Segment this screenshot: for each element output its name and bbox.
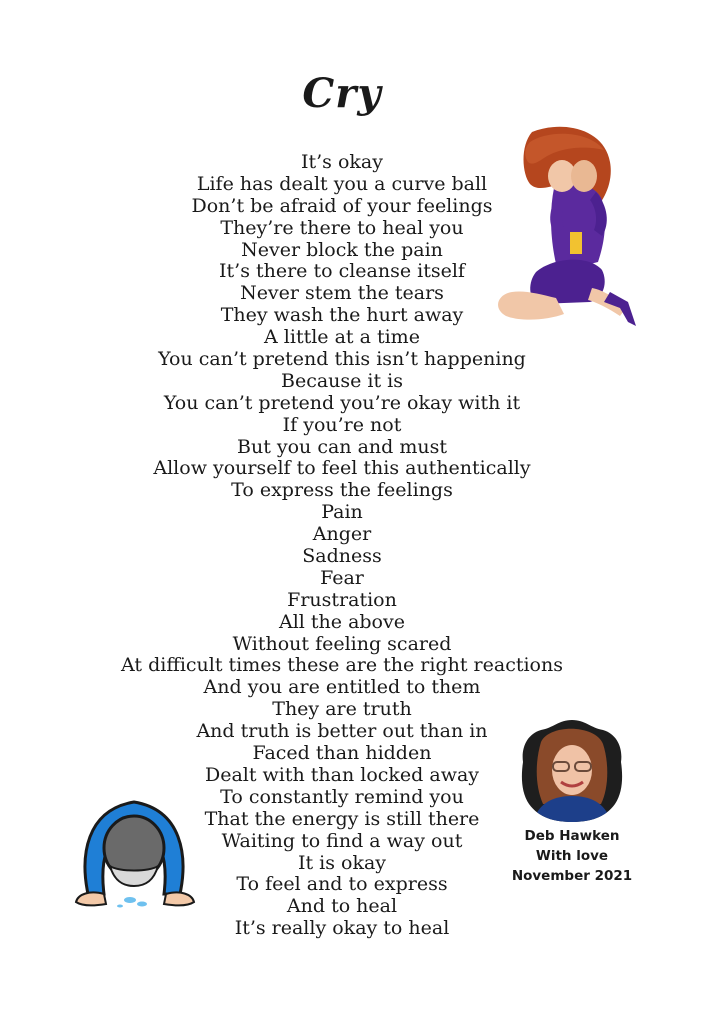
author-photo (519, 718, 625, 824)
poem-line: Never block the pain (241, 238, 443, 261)
poem-line: Because it is (280, 369, 404, 392)
poem-line: At difficult times these are the right reactions (121, 654, 563, 677)
poem-line: That the energy is still there (204, 807, 480, 830)
author-name: Deb Hawken (524, 828, 620, 844)
poem-line: It’s really okay to heal (234, 917, 450, 940)
poem-line: And you are entitled to them (203, 676, 481, 699)
poem-line: Sadness (302, 545, 382, 568)
poem-line: Allow yourself to feel this authentically (153, 457, 531, 480)
poem-line: And truth is better out than in (196, 720, 488, 743)
poem-line: To constantly remind you (220, 785, 464, 808)
poem-line: All the above (279, 610, 405, 633)
poem-line: They wash the hurt away (220, 304, 464, 327)
poem-line: It’s okay (301, 151, 383, 173)
poem-line: They’re there to heal you (220, 216, 464, 239)
poem-line: Faced than hidden (252, 742, 432, 765)
crying-woman-illustration (492, 122, 640, 328)
credit-date: November 2021 (511, 868, 633, 884)
poem-line: But you can and must (237, 435, 447, 458)
crying-child-illustration (70, 796, 200, 914)
poem-line: They are truth (272, 698, 412, 721)
poem-line: To express the feelings (231, 479, 453, 502)
poem-line: Frustration (287, 588, 397, 611)
poem-line: You can’t pretend you’re okay with it (163, 391, 521, 414)
poem-line: You can’t pretend this isn’t happening (158, 348, 526, 371)
poem-line: It’s there to cleanse itself (219, 260, 465, 283)
poem-line: It is okay (297, 851, 387, 874)
poem-line: Never stem the tears (240, 282, 444, 305)
poem-line: If you’re not (282, 413, 402, 436)
poem-line: To feel and to express (236, 873, 448, 896)
poem-line: Life has dealt you a curve ball (196, 172, 488, 195)
poem-line: Pain (321, 501, 363, 524)
signoff-text: With love (535, 848, 609, 864)
poem-line: A little at a time (264, 326, 420, 349)
author-credit (505, 826, 639, 886)
poem-line: Waiting to find a way out (221, 829, 463, 852)
poem-title: Cry (302, 70, 382, 117)
poem-line: Anger (312, 523, 372, 546)
poem-line: And to heal (286, 895, 398, 918)
poem-line: Don’t be afraid of your feelings (191, 194, 493, 217)
poem-line: Dealt with than locked away (204, 763, 480, 786)
poem-line: Fear (320, 566, 364, 589)
poem-line: Without feeling scared (232, 632, 452, 655)
